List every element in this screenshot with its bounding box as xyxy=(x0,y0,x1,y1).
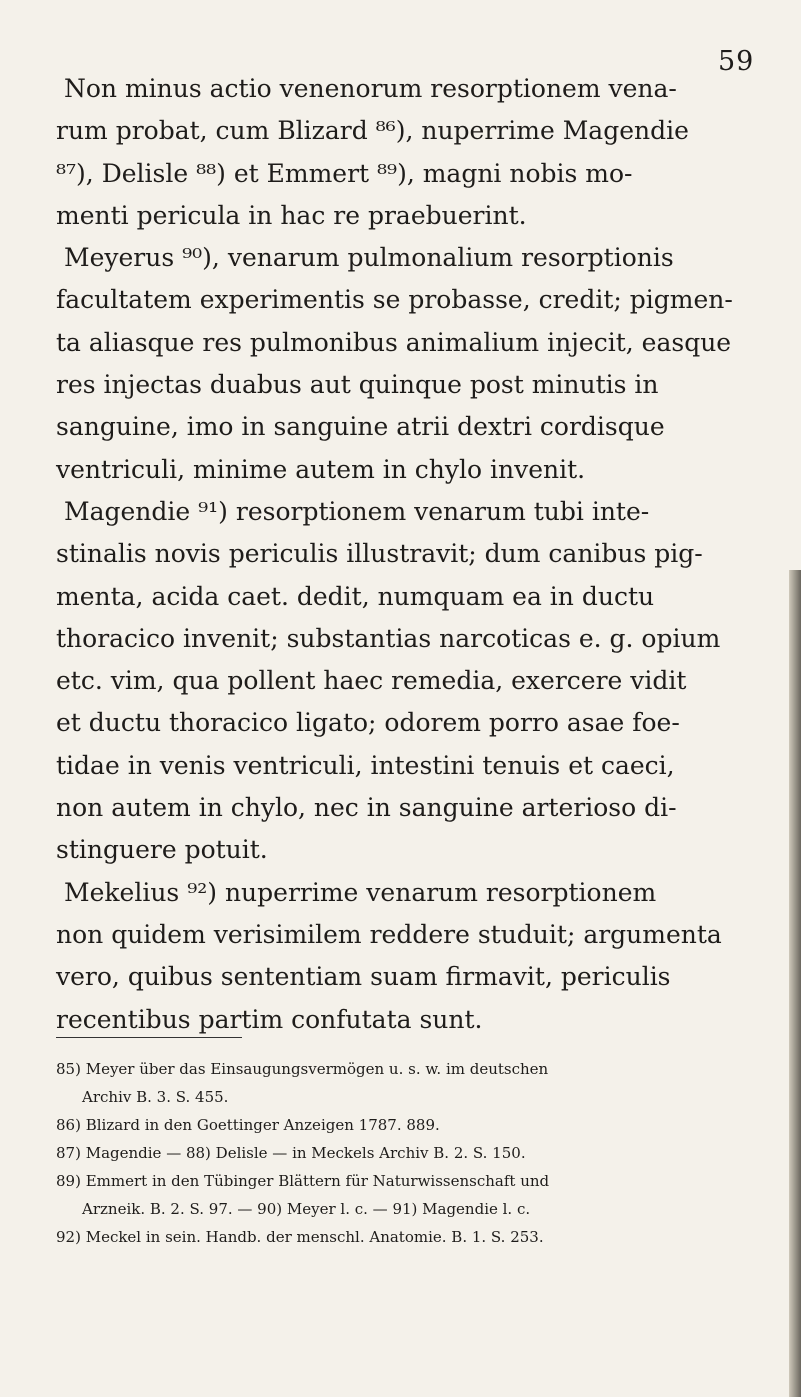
text-line: facultatem experimentis se probasse, credit; pigmen- xyxy=(56,285,733,315)
text-line: ⁸⁷), Delisle ⁸⁸) et Emmert ⁸⁹), magni nobis mo- xyxy=(56,158,633,188)
text-line: non quidem verisimilem reddere studuit; argumenta xyxy=(56,919,722,949)
text-line: menti pericula in hac re praebuerint. xyxy=(56,200,527,230)
paragraph-4 xyxy=(56,872,756,1041)
text-line: sanguine, imo in sanguine atrii dextri cordisque xyxy=(56,412,665,442)
text-line: etc. vim, qua pollent haec remedia, exercere vidit xyxy=(56,666,687,696)
text-line: Non minus actio venenorum resorptionem vena- xyxy=(64,74,677,103)
footnote-divider xyxy=(56,1037,242,1038)
footnote: 89) Emmert in den Tübinger Blättern für Naturwissenschaft und xyxy=(56,1172,550,1190)
text-line: et ductu thoracico ligato; odorem porro asae foe- xyxy=(56,708,680,738)
text-line: ta aliasque res pulmonibus animalium injecit, easque xyxy=(56,327,732,357)
paragraph-2 xyxy=(56,237,756,491)
text-line: stinguere potuit. xyxy=(56,835,268,865)
text-line: vero, quibus sententiam suam firmavit, periculis xyxy=(56,962,671,992)
text-line: Meyerus ⁹⁰), venarum pulmonalium resorptionis xyxy=(64,243,674,273)
text-line: rum probat, cum Blizard ⁸⁶), nuperrime Magendie xyxy=(56,116,689,146)
footnote: 86) Blizard in den Goettinger Anzeigen 1787. 889. xyxy=(56,1116,440,1134)
text-line: Mekelius ⁹²) nuperrime venarum resorptionem xyxy=(64,877,657,907)
footnote: 92) Meckel in sein. Handb. der menschl. Anatomie. B. 1. S. 253. xyxy=(56,1228,544,1246)
text-line: Magendie ⁹¹) resorptionem venarum tubi inte- xyxy=(64,496,650,526)
paragraph-1 xyxy=(56,68,756,237)
text-line: non autem in chylo, nec in sanguine arterioso di- xyxy=(56,793,677,823)
text-line: res injectas duabus aut quinque post minutis in xyxy=(56,370,659,400)
text-line: thoracico invenit; substantias narcoticas e. g. opium xyxy=(56,623,721,653)
text-line: stinalis novis periculis illustravit; dum canibus pig- xyxy=(56,539,703,569)
page-edge-shadow xyxy=(789,570,801,1397)
text-line: ventriculi, minime autem in chylo invenit. xyxy=(56,454,586,484)
footnote-continuation: Arzneik. B. 2. S. 97. — 90) Meyer l. c. — 91) Magendie l. c. xyxy=(82,1200,531,1218)
footnote-continuation: Archiv B. 3. S. 455. xyxy=(82,1088,229,1106)
footnotes xyxy=(56,1055,756,1251)
text-line: menta, acida caet. dedit, numquam ea in ductu xyxy=(56,581,655,611)
page-number: 59 xyxy=(718,46,755,77)
main-text xyxy=(56,68,756,1041)
footnote: 85) Meyer über das Einsaugungsvermögen u. s. w. im deutschen xyxy=(56,1060,549,1078)
footnote: 87) Magendie — 88) Delisle — in Meckels Archiv B. 2. S. 150. xyxy=(56,1144,526,1162)
text-line: recentibus partim confutata sunt. xyxy=(56,1004,483,1034)
paragraph-3 xyxy=(56,491,756,872)
text-line: tidae in venis ventriculi, intestini tenuis et caeci, xyxy=(56,750,675,780)
